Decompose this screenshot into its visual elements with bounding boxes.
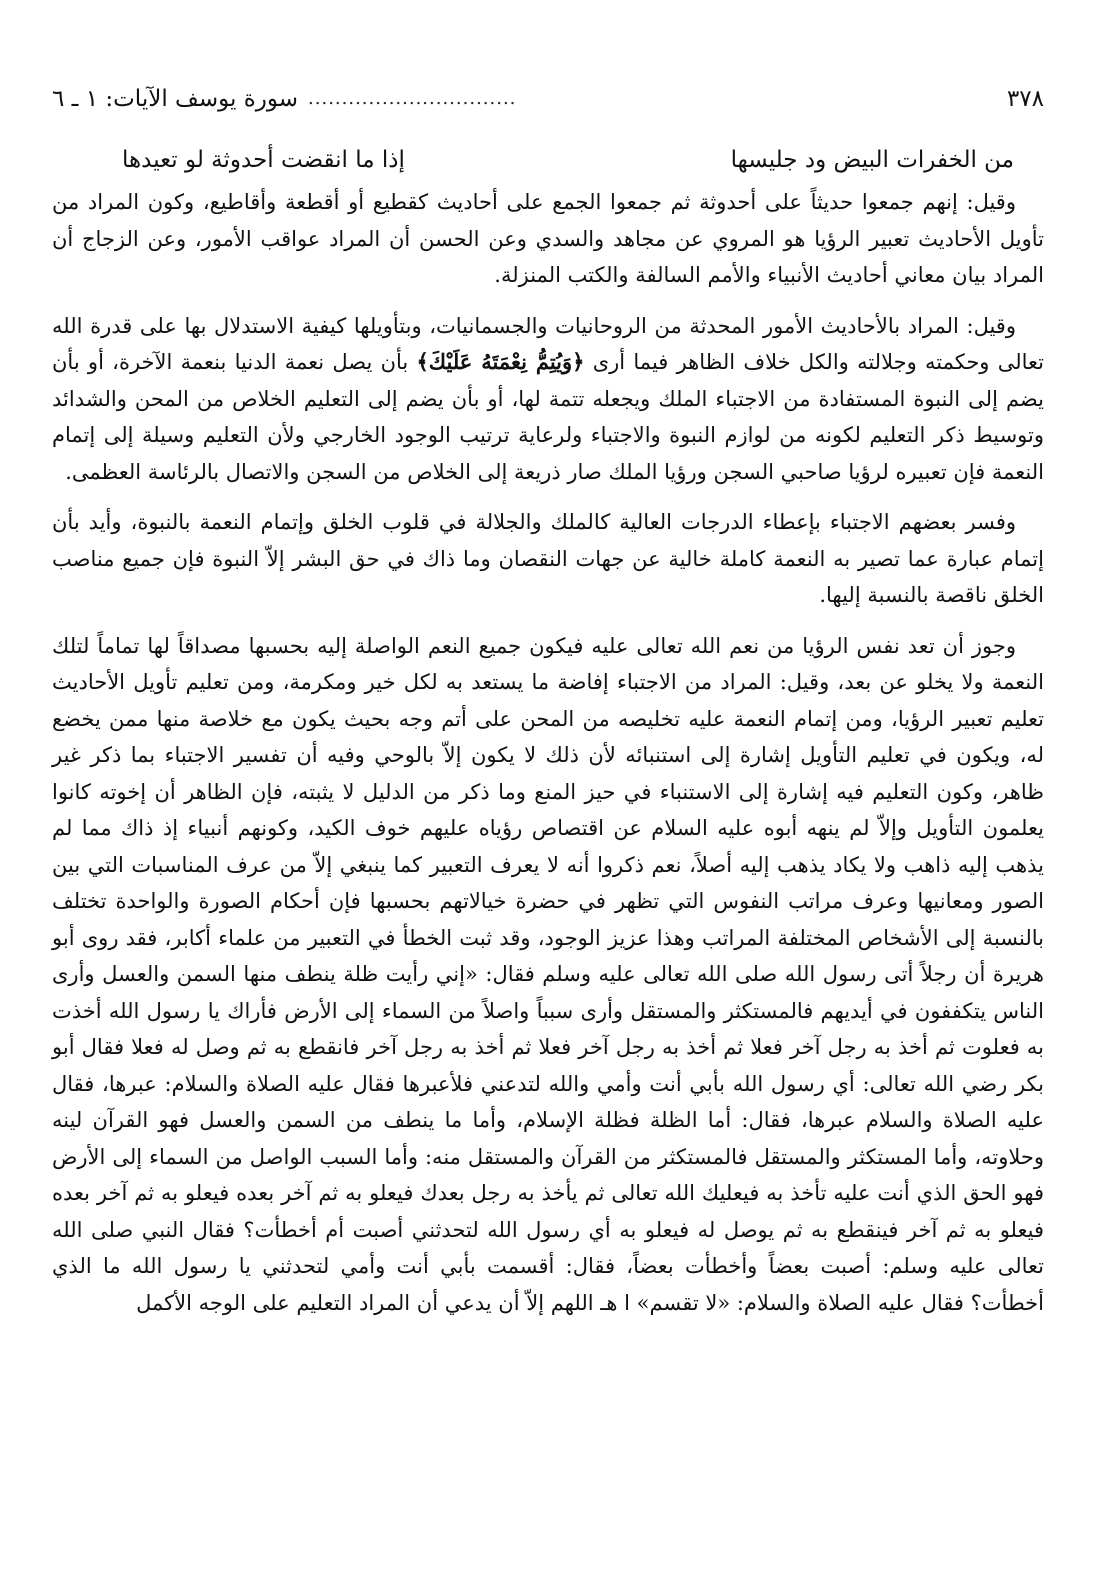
paragraph-4: وجوز أن تعد نفس الرؤيا من نعم الله تعالى عليه فيكون جميع النعم الواصلة إليه بحسبها مصداقاً لها تماماً لتلك النعمة ولا يخلو عن بعد، وقيل: المراد من الاجتباء إفاضة ما يستعد به لكل خير ومكرمة، ومن تعليم تأويل الأحاديث تعليم تعبير الرؤيا، ومن إتمام النعمة عليه تخليصه من المحن على أتم وجه بحيث يكون مع خلاصة منها ممن يخضع له، ويكون في تعليم التأويل إشارة إلى استنبائه لأن ذلك لا يكون إلاّ بالوحي وفيه أن تفسير الاجتباء بما ذكر غير ظاهر، وكون التعليم فيه إشارة إلى الاستنباء في حيز المنع وما ذكر من الدليل لا يثبته، فإن الظاهر أن إخوته كانوا يعلمون التأويل وإلاّ لم ينهه أبوه عليه السلام عن اقتصاص رؤياه عليهم خوف الكيد، وكونهم أنبياء إذ ذاك مما لم يذهب إليه ذاهب ولا يكاد يذهب إليه أصلاً، نعم ذكروا أنه لا يعرف التعبير كما ينبغي إلاّ من عرف المناسبات التي بين الصور ومعانيها وعرف مراتب النفوس التي تظهر في حضرة خيالاتهم بحسبها فإن أحكام الصورة والواحدة تختلف بالنسبة إلى الأشخاص المختلفة المراتب وهذا عزيز الوجود، وقد ثبت الخطأ في التعبير من علماء أكابر، فقد روى أبو هريرة أن رجلاً أتى رسول الله صلى الله تعالى عليه وسلم فقال: «إني رأيت ظلة ينطف منها السمن والعسل وأرى الناس يتكففون في أيديهم فالمستكثر والمستقل وأرى سبباً واصلاً من السماء إلى الأرض فأراك يا رسول الله أخذت به فعلوت ثم أخذ به رجل آخر فعلا ثم أخذ به رجل آخر فعلا ثم أخذ به رجل آخر فانقطع به ثم وصل له فعلا فقال أبو بكر رضي الله تعالى: أي رسول الله بأبي أنت وأمي والله لتدعني فلأعبرها فقال عليه الصلاة والسلام: عبرها، فقال عليه الصلاة والسلام عبرها، فقال: أما الظلة فظلة الإسلام، وأما ما ينطف من السمن والعسل فهو القرآن لينه وحلاوته، وأما المستكثر والمستقل فالمستكثر من القرآن والمستقل منه: وأما السبب الواصل من السماء إلى الأرض فهو الحق الذي أنت عليه تأخذ به فيعليك الله تعالى ثم يأخذ به رجل بعدك فيعلو به ثم آخر بعده فيعلو به ثم آخر بعده فيعلو به ثم آخر فينقطع به ثم يوصل له فيعلو به أي رسول الله لتحدثني أصبت أم أخطأت؟ فقال النبي صلى الله تعالى عليه وسلم: أصبت بعضاً وأخطأت بعضاً، فقال: أقسمت بأبي أنت وأمي لتحدثني يا رسول الله ما الذي أخطأت؟ فقال عليه الصلاة والسلام: «لا تقسم» ا هـ اللهم إلاّ أن يدعي أن المراد التعليم على الوجه الأكمل: [52, 633, 1044, 1315]
paragraph-2: [52, 308, 1044, 491]
page-number: ٣٧٨: [1006, 86, 1044, 112]
poetry-verse: [52, 140, 1044, 180]
leader-dots: ...............................: [308, 88, 517, 109]
header-title-block: [52, 80, 516, 118]
page: [52, 80, 1044, 1560]
body-text: [52, 184, 1044, 1321]
quran-quote: ﴿وَيُتِمُّ نِعْمَتَهُ عَلَيْكَ﴾: [416, 349, 585, 374]
running-header: [52, 80, 1044, 118]
verse-second-hemistich: إذا ما انقضت أحدوثة لو تعيدها: [122, 147, 405, 173]
paragraph-2-before: وقيل: المراد بالأحاديث الأمور المحدثة من الروحانيات والجسمانيات، وبتأويلها كيفية الاستدلال بها على قدرة الله تعالى وحكمته وجلالته والكل خلاف الظاهر فيما أرى: [52, 313, 1044, 374]
paragraph-2-after: بأن يصل نعمة الدنيا بنعمة الآخرة، أو بأن يضم إلى النبوة المستفادة من الاجتباء الملك ويجعله تتمة لها، أو بأن يضم إلى التعليم الخلاص من المحن والشدائد وتوسيط ذكر التعليم لكونه من لوازم النبوة والاجتباء ولرعاية ترتيب الوجود الخارجي ولأن التعليم وسيلة إلى إتمام النعمة فإن تعبيره لرؤيا صاحبي السجن ورؤيا الملك صار ذريعة إلى الخلاص من السجن والاتصال بالرئاسة العظمى.: [52, 350, 1044, 484]
paragraph-3: وفسر بعضهم الاجتباء بإعطاء الدرجات العالية كالملك والجلالة في قلوب الخلق وإتمام النعمة بالنبوة، وأيد بأن إتمام عبارة عما تصير به النعمة كاملة خالية عن جهات النقصان وما ذاك في حق البشر إلاّ النبوة فإن جميع مناصب الخلق ناقصة بالنسبة إليها.: [52, 510, 1044, 607]
surah-title: سورة يوسف الآيات: ١ ـ ٦: [52, 86, 299, 112]
paragraph-1: وقيل: إنهم جمعوا حديثاً على أحدوثة ثم جمعوا الجمع على أحاديث كقطيع أو أقطعة وأقاطيع، وكون المراد من تأويل الأحاديث تعبير الرؤيا هو المروي عن مجاهد والسدي وعن الحسن أن المراد عواقب الأمور، وعن الزجاج أن المراد بيان معاني أحاديث الأنبياء والأمم السالفة والكتب المنزلة.: [52, 190, 1044, 287]
verse-first-hemistich: من الخفرات البيض ود جليسها: [730, 147, 1014, 173]
